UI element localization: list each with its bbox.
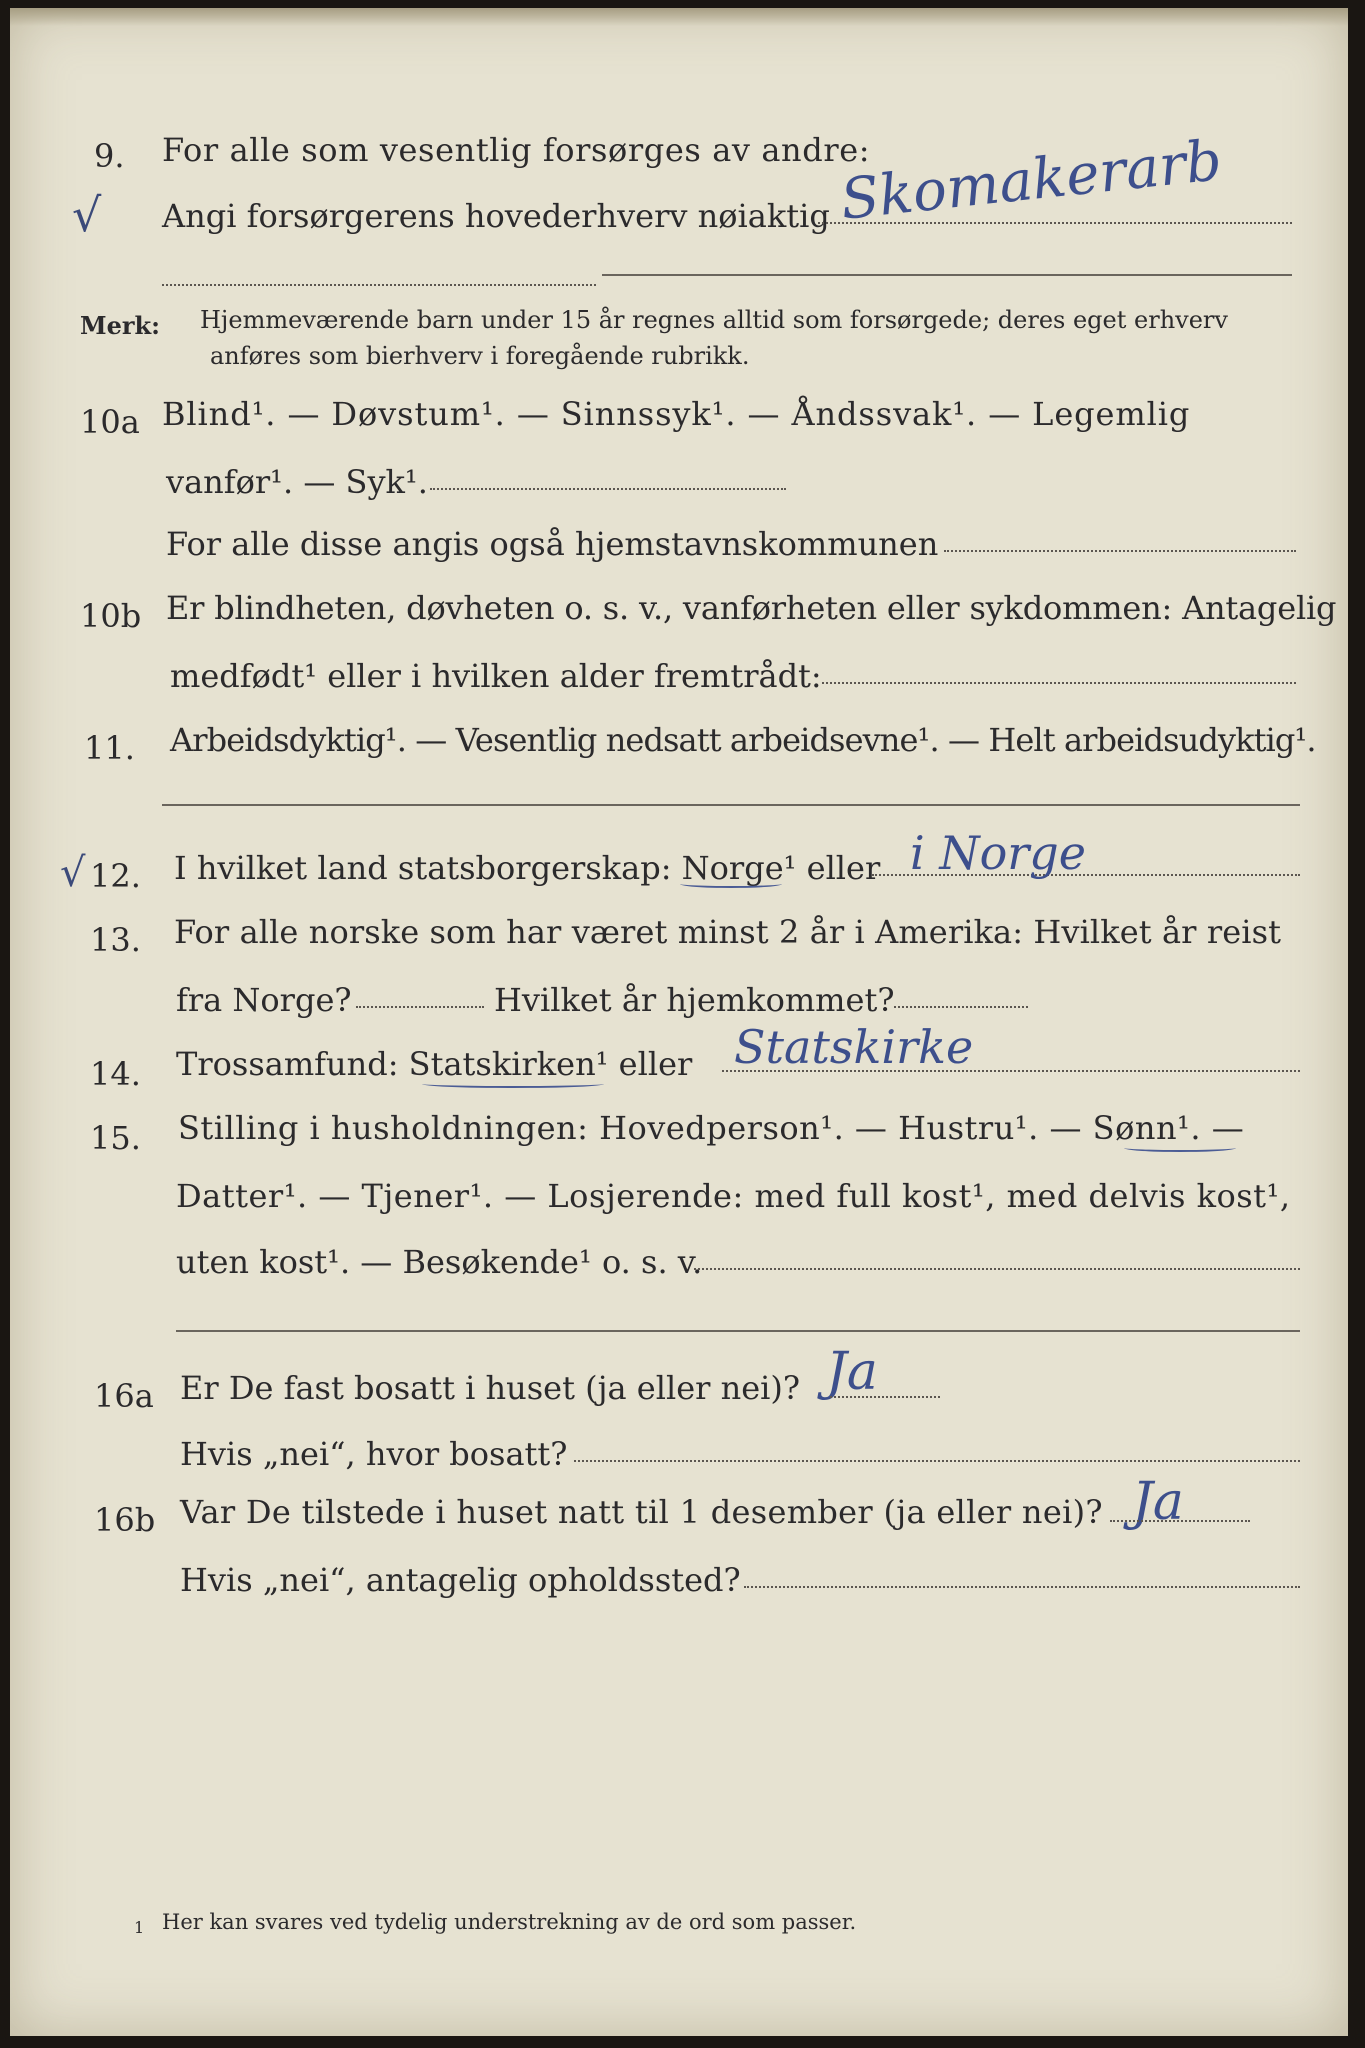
question-10b-line1: Er blindheten, døvheten o. s. v., vanførheten eller sykdommen: Antagelig (166, 589, 1337, 627)
handwritten-answer-14: Statskirke (734, 1020, 974, 1074)
question-13-line1: For alle norske som har været minst 2 år i Amerika: Hvilket år reist (174, 913, 1282, 951)
question-10b-line2: medfødt¹ eller i hvilken alder fremtrådt: (170, 657, 822, 695)
question-14-number: 14. (90, 1055, 141, 1093)
question-16a-line2: Hvis „nei“, hvor bosatt? (180, 1435, 568, 1473)
question-15-line1: Stilling i husholdningen: Hovedperson¹. — Hustru¹. — Sønn¹. — (178, 1109, 1245, 1147)
answer-line (430, 488, 786, 490)
check-mark-icon: √ (72, 188, 102, 242)
underline-mark (680, 880, 782, 888)
question-11-number: 11. (84, 729, 135, 767)
handwritten-answer-16a: Ja (826, 1342, 878, 1402)
note-line2: anføres som bierhverv i foregående rubrikk. (210, 342, 750, 370)
answer-line (1110, 1520, 1250, 1522)
question-9-line2: Angi forsørgerens hovederhverv nøiaktig (162, 197, 830, 235)
section-divider (176, 1330, 1300, 1332)
question-12-number: 12. (90, 857, 141, 895)
handwritten-answer-12: i Norge (910, 826, 1086, 880)
question-10a-number: 10a (80, 403, 140, 441)
handwritten-answer-16b: Ja (1132, 1472, 1184, 1532)
footnote-text: Her kan svares ved tydelig understrekning av de ord som passer. (162, 1910, 857, 1934)
question-16a-line1: Er De fast bosatt i huset (ja eller nei)? (180, 1369, 801, 1407)
handwritten-answer-9: Skomakerarb (837, 128, 1225, 233)
answer-line (602, 274, 1292, 276)
question-15-number: 15. (90, 1119, 141, 1157)
underline-mark (422, 1080, 604, 1088)
census-form-page (10, 8, 1348, 2036)
question-16b-line2: Hvis „nei“, antagelig opholdssted? (180, 1561, 741, 1599)
question-10a-line2: vanfør¹. — Syk¹. (166, 463, 428, 501)
question-15-line2: Datter¹. — Tjener¹. — Losjerende: med full kost¹, med delvis kost¹, (176, 1177, 1291, 1215)
footnote-mark: 1 (134, 1918, 145, 1937)
answer-line (830, 1396, 940, 1398)
question-10b-number: 10b (80, 597, 142, 635)
answer-line (744, 1586, 1300, 1588)
question-13-line2a: fra Norge? (176, 981, 352, 1019)
question-16b-number: 16b (94, 1501, 156, 1539)
question-13-line2b: Hvilket år hjemkommet? (494, 981, 895, 1019)
question-15-line3: uten kost¹. — Besøkende¹ o. s. v. (176, 1243, 703, 1281)
underline-mark (1124, 1144, 1236, 1152)
question-16b-line1: Var De tilstede i huset natt til 1 desember (ja eller nei)? (180, 1493, 1103, 1531)
question-13-number: 13. (90, 921, 141, 959)
answer-line (162, 284, 596, 286)
question-9-line1: For alle som vesentlig forsørges av andre: (162, 131, 871, 169)
section-divider (162, 804, 1300, 806)
question-12-line1: I hvilket land statsborgerskap: Norge¹ eller (174, 849, 881, 887)
check-mark-icon: √ (60, 850, 86, 896)
question-9-number: 9. (94, 137, 125, 175)
question-10a-line3: For alle disse angis også hjemstavnskommunen (166, 525, 939, 563)
note-line1: Hjemmeværende barn under 15 år regnes alltid som forsørgede; deres eget erhverv (200, 306, 1228, 334)
answer-line (944, 550, 1296, 552)
question-14-line1: Trossamfund: Statskirken¹ eller (176, 1045, 693, 1083)
question-11-line1: Arbeidsdyktig¹. — Vesentlig nedsatt arbeidsevne¹. — Helt arbeidsudyktig¹. (170, 721, 1316, 759)
answer-line (356, 1006, 484, 1008)
question-16a-number: 16a (94, 1377, 154, 1415)
answer-line (894, 1006, 1028, 1008)
note-label: Merk: (80, 311, 160, 340)
question-10a-line1: Blind¹. — Døvstum¹. — Sinnssyk¹. — Åndssvak¹. — Legemlig (162, 395, 1191, 433)
answer-line (574, 1460, 1300, 1462)
answer-line (694, 1268, 1300, 1270)
answer-line (822, 682, 1296, 684)
